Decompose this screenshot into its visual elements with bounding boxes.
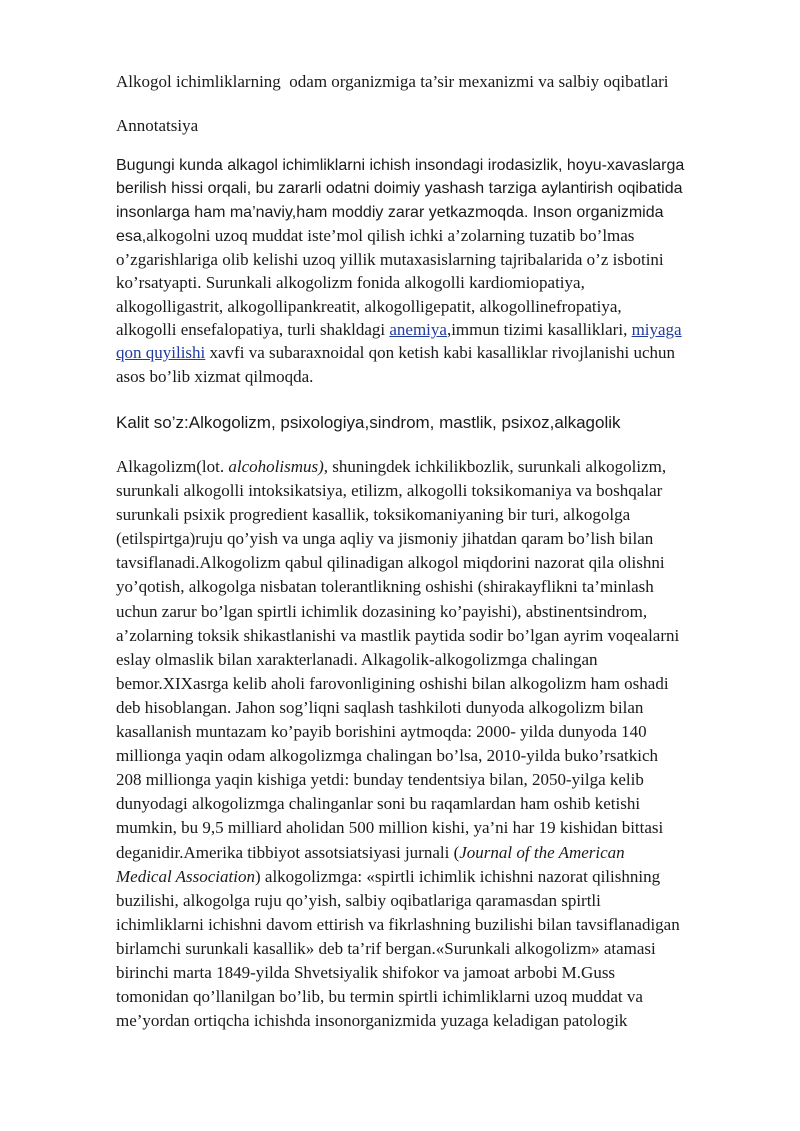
paragraph-line: kasallanish muntazam ko’payib borishini aytmoqda: 2000- yilda dunyoda 140 [116, 722, 647, 742]
paragraph-line [116, 224, 766, 248]
paragraph-line: millionga yaqin odam alkogolizmga chalingan bo’lsa, 2010-yilda buko’rsatkich [116, 746, 658, 766]
annotation-heading: Annotatsiya [116, 116, 199, 135]
paragraph-line: birinchi marta 1849-yilda Shvetsiyalik shifokor va jamoat arbobi M.Guss [116, 962, 616, 982]
paragraph-line: o’zgarishlariga olib kelishi uzoq yillik mutaxasislarning tajribalarida o’z isbotini [116, 250, 664, 270]
paragraph-line: ichimliklarni ichishni davom ettirish va fikrlashning buzilishi bilan tavsiflanadigan [116, 914, 680, 934]
paragraph-line: tomonidan qo’llanilgan bo’lib, bu termin spirtli ichimliklarni uzoq muddat va [116, 987, 643, 1007]
paragraph-line: bemor.XIXasrga kelib aholi farovonligining oshishi bilan alkogolizm ham oshadi [116, 673, 669, 693]
anemiya-link[interactable]: anemiya [389, 320, 447, 340]
paragraph-line: buzilishi, alkogolga ruju qo’yish, salbiy oqibatlariga qaramasdan spirtli [116, 890, 601, 910]
paragraph-line: alkogolligastrit, alkogollipankreatit, alkogolligepatit, alkogollinefropatiya, [116, 296, 622, 316]
miyaga-qon-quyilishi-link-continued[interactable]: qon quyilishi [116, 343, 206, 363]
paragraph-text: alkogolni uzoq muddat iste’mol qilish ichki a’zolarning tuzatib bo’lmas [146, 225, 635, 245]
paragraph-line: a’zolarning toksik shikastlanishi va mastlik paytida sodir bo’lgan ayrim voqealarni [116, 625, 680, 645]
annotation-paragraph [116, 154, 766, 388]
italic-term: alcoholismus) [228, 457, 324, 476]
paragraph-line: deb hisoblangan. Jahon sog’liqni saqlash tashkiloti dunyoda alkogolizm bilan [116, 697, 644, 717]
paragraph-text: ) alkogolizmga: «spirtli ichimlik ichishni nazorat qilishning [254, 866, 661, 886]
paragraph-text: deganidir.Amerika tibbiyot assotsiatsiyasi jurnali ( [116, 842, 460, 862]
paragraph-line [116, 455, 766, 479]
paragraph-line [116, 318, 766, 341]
paragraph-text: esa, [116, 227, 147, 245]
paragraph-line: berilish hissi orqali, bu zararli odatni doimiy yashash tarziga aylantirish oqibatida [116, 180, 683, 198]
paragraph-text: Alkagolizm(lot. [116, 457, 229, 476]
paragraph-text: alkogolli ensefalopatiya, turli shakldagi [116, 320, 390, 340]
paragraph-line: surunkali psixik progredient kasallik, toksikomaniyaning bir turi, alkogolga [116, 505, 631, 525]
document-title: Alkogol ichimliklarning odam organizmiga ta’sir mexanizmi va salbiy oqibatlari [116, 72, 669, 91]
paragraph-line: yo’qotish, alkogolga nisbatan tolerantlikning oshishi (shirakayflikni ta’minlash [116, 577, 654, 597]
paragraph-text: xavfi va subaraxnoidal qon ketish kabi kasalliklar rivojlanishi uchun [205, 343, 676, 363]
paragraph-line: (etilspirtga)ruju qo’yish va unga aqliy va jismoniy jihatdan qaram bo’lish bilan [116, 529, 654, 549]
paragraph-line: insonlarga ham ma’naviy,ham moddiy zarar yetkazmoqda. Inson organizmida [116, 203, 664, 221]
keywords-line: Kalit so’z:Alkogolizm, psixologiya,sindrom, mastlik, psixoz,alkagolik [116, 413, 621, 432]
paragraph-line: ko’rsatyapti. Surunkali alkogolizm fonida alkogolli kardiomiopatiya, [116, 273, 585, 293]
paragraph-line [116, 841, 766, 865]
paragraph-line: Bugungi kunda alkagol ichimliklarni ichish insondagi irodasizlik, hoyu-xavaslarga [116, 157, 685, 174]
paragraph-line: surunkali alkogolli intoksikatsiya, etilizm, alkogolli toksikomaniya va boshqalar [116, 481, 663, 501]
paragraph-line: uchun zarur bo’lgan spirtli ichimlik dozasining ko’payishi), abstinentsindrom, [116, 601, 648, 621]
paragraph-line [116, 341, 766, 364]
italic-journal-title: Medical Association [116, 866, 255, 886]
paragraph-line: asos bo’lib xizmat qilmoqda. [116, 366, 314, 386]
body-paragraph [116, 455, 766, 1033]
paragraph-line: me’yordan ortiqcha ichishda insonorganizmida yuzaga keladigan patologik [116, 1011, 628, 1031]
paragraph-line: birlamchi surunkali kasallik» deb ta’rif bergan.«Surunkali alkogolizm» atamasi [116, 938, 656, 958]
paragraph-text: ,immun tizimi kasalliklari, [446, 320, 632, 340]
paragraph-line: eslay olmaslik bilan xarakterlanadi. Alkagolik-alkogolizmga chalingan [116, 649, 598, 669]
miyaga-qon-quyilishi-link[interactable]: miyaga [631, 320, 682, 340]
italic-journal-title: Journal of the American [459, 842, 625, 862]
paragraph-line [116, 865, 766, 889]
paragraph-text: , shuningdek ichkilikbozlik, surunkali alkogolizm, [323, 457, 667, 476]
paragraph-line: dunyodagi alkogolizmga chalinganlar soni bu raqamlardan ham oshib ketishi [116, 794, 641, 814]
paragraph-line: mumkin, bu 9,5 milliard aholidan 500 million kishi, ya’ni har 19 kishidan bittasi [116, 818, 664, 838]
paragraph-line: tavsiflanadi.Alkogolizm qabul qilinadigan alkogol miqdorini nazorat qila olishni [116, 553, 665, 573]
paragraph-line: 208 millionga yaqin kishiga yetdi: bunday tendentsiya bilan, 2050-yilga kelib [116, 770, 644, 790]
